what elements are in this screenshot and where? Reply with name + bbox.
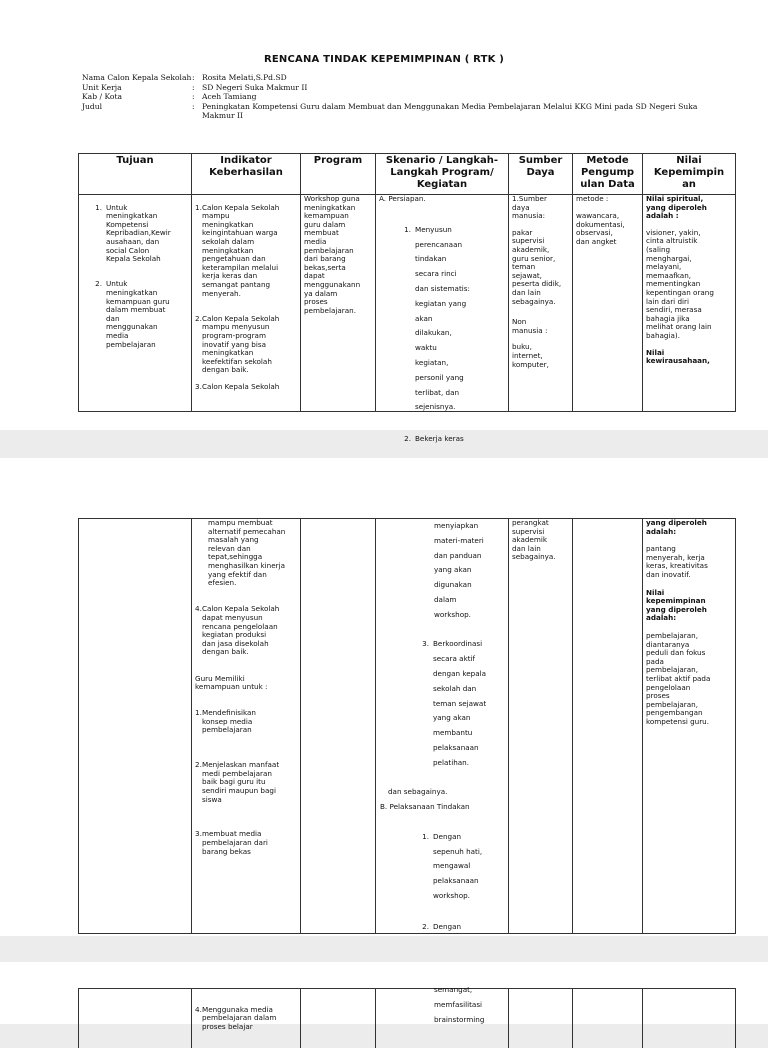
list-item: 1. Mendefinisikan konsep media pembelajaran xyxy=(195,708,256,735)
rtk-table-page-1 xyxy=(78,153,736,443)
metode-text: metode : wawancara, dokumentasi, observasi, dan angket xyxy=(576,195,625,246)
nilai-text: yang diperoleh adalah: xyxy=(646,519,707,536)
skenario-text: B. Pelaksanaan Tindakan xyxy=(380,802,470,812)
sumber-text: pakar supervisi akademik, guru senior, teman sejawat, peserta didik, dan lain sebagainya. xyxy=(512,228,562,306)
meta-row-name: Nama Calon Kepala Sekolah : Rosita Melati,S.Pd.SD xyxy=(82,73,722,83)
list-item: 2. Bekerja keras xyxy=(404,433,464,443)
nilai-text: Nilai spiritual, yang diperoleh adalah : xyxy=(646,195,707,221)
list-item: 4. Calon Kepala Sekolah dapat menyusun rencana pengelolaan kegiatan produksi dan jasa disekolah dengan baik. xyxy=(195,604,280,657)
list-item: 1. Menyusun perencanaan tindakan secara rinci dan sistematis: kegiatan yang akan dilakukan, waktu kegiatan, personil yang terlibat, dan sejenisnya. xyxy=(404,224,470,412)
list-item: 3. Calon Kepala Sekolah xyxy=(195,382,280,392)
meta-value: Peningkatan Kompetensi Guru dalam Membuat dan Menggunakan Media Pembelajaran Melalui KKG Mini pada SD Negeri Suka Makmur II xyxy=(202,101,698,121)
skenario-text: semangat, memfasilitasi brainstorming xyxy=(434,985,485,1024)
header-indikator: Indikator Keberhasilan xyxy=(192,154,300,195)
list-item: 2. Calon Kepala Sekolah mampu menyusun program-program inovatif yang bisa meningkatkan keefektifan sekolah dengan baik. xyxy=(195,313,280,375)
column-tujuan xyxy=(79,519,192,933)
column-indikator xyxy=(192,989,301,1048)
list-item: 4. Menggunaka media pembelajaran dalam proses belajar xyxy=(195,1004,277,1031)
nilai-text: pembelajaran, diantaranya peduli dan fokus pada pembelajaran, terlibat aktif pada pengelolaan proses pembelajaran, pengembangan kompetensi guru. xyxy=(646,631,711,726)
list-item: 1. Untuk meningkatkan Kompetensi Kepribadian,Kewir ausahaan, dan social Calon Kepala Sekolah xyxy=(95,202,171,264)
list-item: 3. membuat media pembelajaran dari barang bekas xyxy=(195,829,268,856)
header-tujuan: Tujuan xyxy=(79,154,191,195)
header-skenario: Skenario / Langkah- Langkah Program/ Kegiatan xyxy=(376,154,508,195)
meta-row-unit: Unit Kerja : SD Negeri Suka Makmur II xyxy=(82,83,722,93)
sumber-text: 1.Sumber daya manusia: xyxy=(512,195,547,221)
meta-key: Nama Calon Kepala Sekolah xyxy=(82,73,192,82)
column-metode xyxy=(573,519,643,933)
column-program xyxy=(301,989,376,1048)
meta-key: Judul xyxy=(82,101,103,111)
column-sumber-daya xyxy=(509,154,573,411)
meta-key: Kab / Kota xyxy=(82,92,123,102)
document-page-1 xyxy=(0,0,768,443)
list-item: 2. Untuk meningkatkan kemampuan guru dalam membuat dan menggunakan media pembelajaran xyxy=(95,279,170,349)
document-title: RENCANA TINDAK KEPEMIMPINAN ( RTK ) xyxy=(263,54,505,65)
column-nilai xyxy=(643,154,735,411)
list-item: 1. Dengan sepenuh hati, mengawal pelaksanaan workshop. xyxy=(422,831,483,900)
rtk-table-page-3 xyxy=(78,985,736,1048)
column-indikator xyxy=(192,519,301,933)
nilai-text: Nilai kewirausahaan, xyxy=(646,348,710,366)
column-metode xyxy=(573,154,643,411)
column-program xyxy=(301,154,376,411)
column-nilai xyxy=(643,519,735,933)
column-nilai xyxy=(643,989,735,1048)
column-metode xyxy=(573,989,643,1048)
column-sumber-daya xyxy=(509,989,573,1048)
skenario-text: menyiapkan materi-materi dan panduan yang akan digunakan dalam workshop. xyxy=(434,521,484,619)
list-item: 1. Calon Kepala Sekolah mampu meningkatkan keingintahuan warga sekolah dalam meningkatkan pengetahuan dan keterampilan melalui kerja keras dan semangat pantang menyerah. xyxy=(195,202,280,298)
header-program: Program xyxy=(301,154,375,195)
list-item: 3. Berkoordinasi secara aktif dengan kepala sekolah dan teman sejawat yang akan membantu pelaksanaan pelatihan. xyxy=(422,639,487,767)
meta-row-kab: Kab / Kota : Aceh Tamiang xyxy=(82,92,722,102)
nilai-text: pantang menyerah, kerja keras, kreativitas dan inovatif. xyxy=(646,545,708,579)
list-item: 2. Menjelaskan manfaat medi pembelajaran baik bagi guru itu sendiri maupun bagi siswa xyxy=(195,760,280,804)
meta-key: Unit Kerja xyxy=(82,82,122,92)
program-text: Workshop guna meningkatkan kemampuan guru dalam membuat media pembelajaran dari barang bekas,serta dapat menggunakann ya dalam proses pembelajaran. xyxy=(304,195,361,315)
column-skenario xyxy=(376,519,509,933)
rtk-table-page-2 xyxy=(78,518,736,934)
column-program xyxy=(301,519,376,933)
indikator-text: Guru Memiliki kemampuan untuk : xyxy=(195,674,268,692)
indikator-text: mampu membuat alternatif pemecahan masalah yang relevan dan tepat,sehingga menghasilkan kinerja yang efektif dan efesien. xyxy=(208,519,286,588)
column-tujuan xyxy=(79,989,192,1048)
column-skenario xyxy=(376,985,509,1048)
meta-value: Rosita Melati,S.Pd.SD xyxy=(202,73,287,82)
nilai-text: Nilai kepemimpinan yang diperoleh adalah: xyxy=(646,588,707,623)
header-sumber-daya: Sumber Daya xyxy=(509,154,572,195)
list-item: 2. Dengan xyxy=(422,922,462,932)
nilai-text: visioner, yakin, cinta altruistik (saling menghargai, melayani, memaafkan, mementingkan kepentingan orang lain dari diri sendiri, merasa bahagia jika melihat orang lain bahagia). xyxy=(646,228,714,340)
skenario-text: dan sebagainya. xyxy=(388,787,448,797)
skenario-heading: A. Persiapan. xyxy=(379,195,426,203)
column-indikator xyxy=(192,154,301,411)
header-nilai: Nilai Kepemimpin an xyxy=(643,154,735,195)
header-metode: Metode Pengump ulan Data xyxy=(573,154,642,195)
document-page-3 xyxy=(0,962,768,1031)
identity-block xyxy=(82,73,722,121)
meta-value: SD Negeri Suka Makmur II xyxy=(202,82,308,92)
sumber-text: buku, internet, komputer, xyxy=(512,343,549,369)
column-sumber-daya xyxy=(509,519,573,933)
column-skenario xyxy=(376,154,509,443)
document-page-2 xyxy=(0,458,768,936)
meta-value: Aceh Tamiang xyxy=(202,92,257,102)
meta-row-judul: Judul : Peningkatan Kompetensi Guru dalam Membuat dan Menggunakan Media Pembelajaran Melalui KKG Mini pada SD Negeri Suka Makmur II xyxy=(82,102,722,121)
sumber-text: Non manusia : xyxy=(512,318,548,335)
sumber-text: perangkat supervisi akademik dan lain sebagainya. xyxy=(512,519,556,562)
column-tujuan xyxy=(79,154,192,411)
